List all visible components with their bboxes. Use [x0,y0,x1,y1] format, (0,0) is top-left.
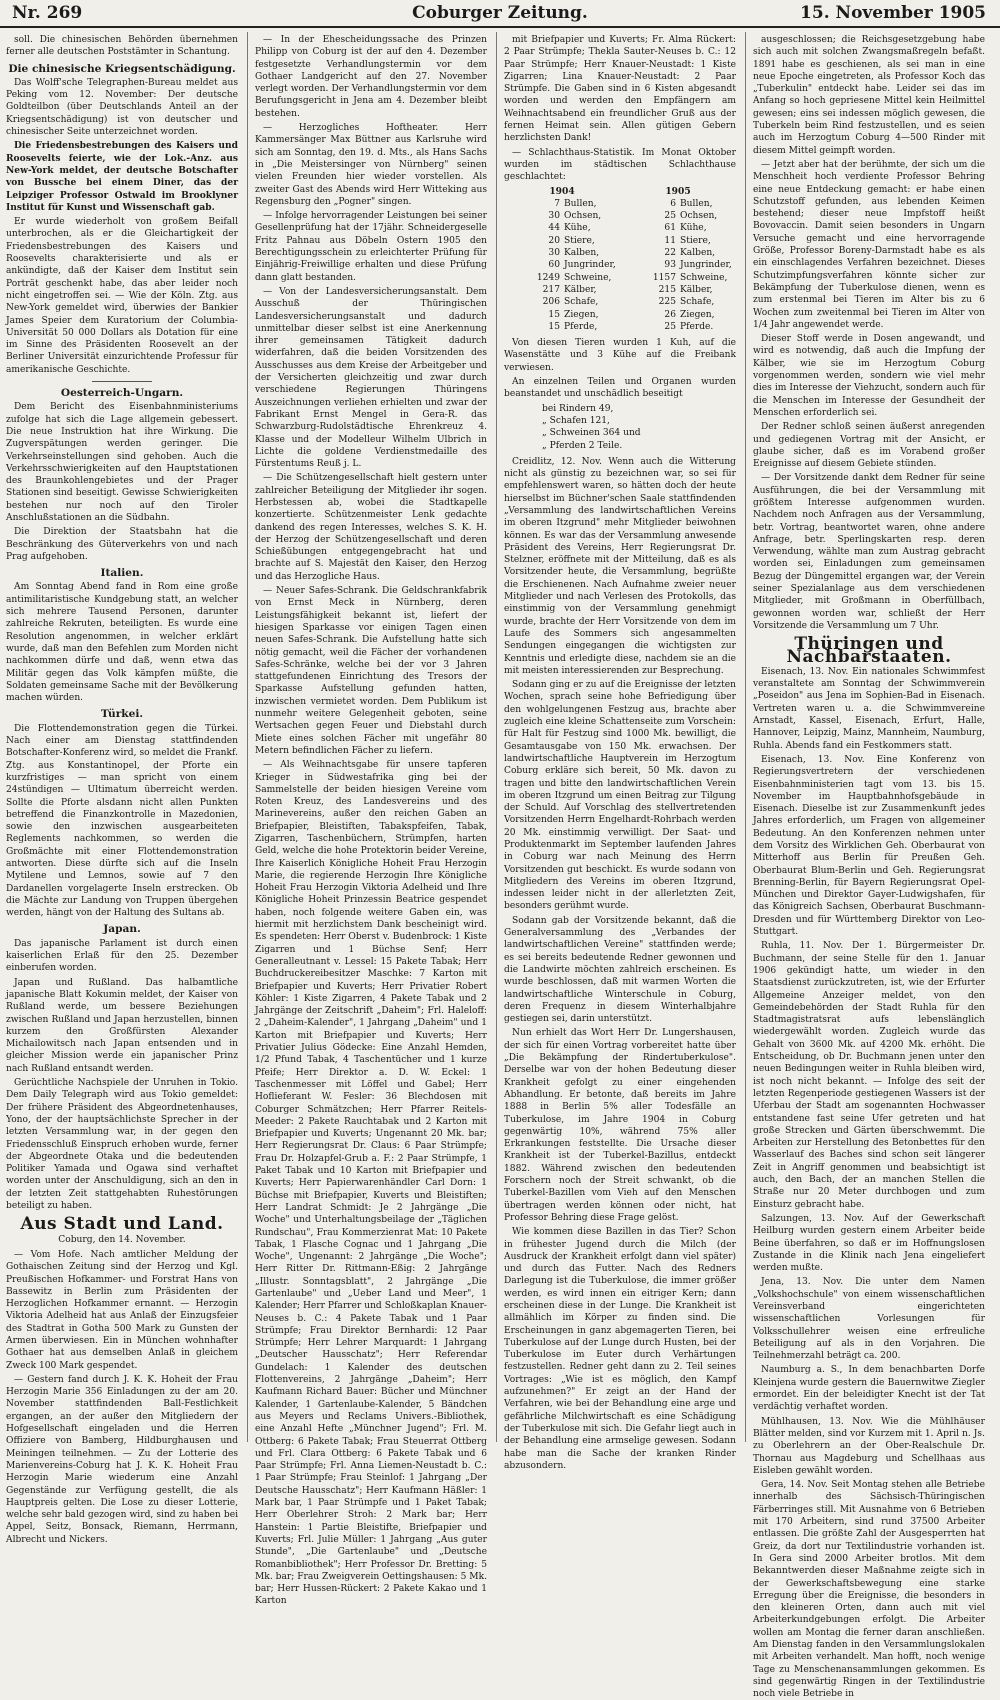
dateline: Coburg, den 14. November. [58,1234,186,1245]
animal-cell: Kälber, [680,284,713,295]
article-paragraph: — Herzogliches Hoftheater. Herr Kammersänger Max Büttner aus Karlsruhe wird sich am Sonntag, den 19. d. Mts., als Hans Sachs in „Die Meistersinger von Nürnberg" seinen vielen Freunden hier wieder vorstellen. Als zweiter Gast des Abends wird Herr Witteking aus Regensburg den „Pogner" singen. [255,123,487,207]
article-paragraph: Naumburg a. S., In dem benachbarten Dorfe Kleinjena wurde gestern die Bauernwitwe Ziegler ermordet. Ein der beleidigter Knecht ist der Tat verdächtig verhaftet worden. [753,1365,985,1413]
table-row [504,235,736,247]
article-paragraph: Sodann ging er zu auf die Ereignisse der letzten Wochen, sprach seine hohe Befriedigung über den wohlgelungenen Festzug aus, brachte aber zugleich eine kleine Schattenseite zum Vorschein: für Halt für Festzug sind 1000 Mk. bewilligt, die Gesamtausgabe von 150 Mk. erwachsen. Der landwirtschaftliche Hauptverein im Herzogtum Coburg erkläre sich bereit, 50 Mk. davon zu tragen und bitte den landwirtschaftlichen Verein im oberen Itzgrund um einen Beitrag zur Tilgung der Schuld. Auf Vorschlag des stellvertretenden Vorsitzenden Herrn Engelhardt-Rohrbach werden 20 Mk. einstimmig verwilligt. Der Saat- und Produktenmarkt im September laufenden Jahres in Coburg war nach Meinung des Herrn Vorsitzenden gut beschickt. Es wurde sodann von Mitgliedern des Vereins im oberen Itzgrund, indessen leider nicht in der allerletzten Zeit, besonders gerühmt wurde. [504,680,736,912]
animal-cell: Kühe, [680,223,707,234]
article-paragraph: Wie kommen diese Bazillen in das Tier? Schon in frühester Jugend durch die Milch (der Ausdruck der Krankheit erfolgt dann viel später) und durch das Futter. Nach des Redners Darlegung ist die Tuberkulose, die immer größer werden, es wird innen ein eitriger Kern; dann erscheinen diese in der Lunge. Die Krankheit ist allmählich im Körper zu finden sind. Die Erscheinungen in ganz abgemagerten Tieren, bei Tuberkulose auf der Lunge durch Husten, bei der Tuberkulose im Euter durch Verhärtungen festzustellen. Redner geht dann zu 2. Teil seines Vortrages: „Wie ist es möglich, den Kampf aufzunehmen?" Er zeigt an der Hand der Verfahren, wie bei der Behandlung eine arge und gefährliche Milchwirtschaft es eine Schädigung der Tuberkulose mit sich. Die Gefahr liegt auch in der Behandlung eine armselige gewesen. Sodann habe man die Sache der kranken Rinder abzusondern. [504,1227,736,1471]
animal-cell: Ziegen, [564,309,599,320]
article-paragraph: — Jetzt aber hat der berühmte, der sich um die Menschheit hoch verdiente Professor Behring eine neue Entdeckung gemacht: er habe einen Schutzstoff gefunden, aus lebenden Keimen bestehend; dieser neue Impfstoff heißt Bovovaccin. Damit seien besonders in Ungarn Versuche gemacht und eine hervorragende Größe, Professor Boreny-Darmstadt habe es als ein einschlagendes Verfahren bezeichnet. Dieses Schutzimpfungsverfahren könnte sicher zur Bekämpfung der Tuberkulose dienen, wenn es zum erstenmal bei Tieren im Alter bis zu 6 Wochen zum zweitenmal bei Tieren im Alter von 1/4 Jahr angewendet werde. [753,159,985,330]
article-paragraph: mit Briefpapier und Kuverts; Fr. Alma Rückert: 2 Paar Strümpfe; Thekla Sauter-Neuses b. C.: 12 Paar Strümpfe; Herr Knauer-Neustadt: 1 Kiste Zigarren; Lina Knauer-Neustadt: 2 Paar Strümpfe. Die Gaben sind in 6 Kisten abgesandt worden und werden den Empfängern am Weihnachtsabend ein freundlicher Gruß aus der fernen Heimat sein. Allen gütigen Gebern herzlichsten Dank! [504,35,736,144]
table-row [504,309,736,321]
animal-cell: Jungrinder, [680,260,732,271]
article-paragraph: — In der Ehescheidungssache des Prinzen Philipp von Coburg ist der auf den 4. Dezember festgesetzte Verhandlungstermin vor dem Gothaer Landgericht auf den 27. November verlegt worden. Der Verhandlungstermin vor dem Berufungsgericht in Jena am 4. Dezember bleibt bestehen. [255,35,487,119]
animal-cell: Pferde. [680,321,714,332]
count-cell: 15 [548,321,560,332]
count-cell: 206 [542,297,560,308]
section-heading: Japan. [103,923,141,936]
animal-cell: Kälber, [564,284,597,295]
section-heading: Türkei. [100,708,144,721]
animal-cell: Ochsen, [680,211,718,222]
count-cell: 11 [664,235,676,246]
count-cell: 217 [542,284,560,295]
table-row [504,210,736,222]
count-cell: 30 [548,248,560,259]
column-rule [745,32,746,1442]
table-row [504,222,736,234]
count-cell: 1249 [536,272,560,283]
article-paragraph: Das japanische Parlament ist durch einen kaiserlichen Erlaß für den 25. Dezember einberufen worden. [6,938,238,974]
section-heading: Oesterreich-Ungarn. [60,387,184,400]
column-3 [504,34,736,1471]
page-header [0,0,1000,28]
article-paragraph: — Die Schützengesellschaft hielt gestern unter zahlreicher Beteiligung der Mitglieder ihr sogen. Herbstessen ab, wobei die Stadtkapelle konzertierte. Schützenmeister Lenk gedachte dankend des regen Interesses, welches S. K. H. der Herzog der Schützengesellschaft und deren Schießübungen entgegengebracht hat und brachte auf S. Majestät den Kaiser, den Herzog und das Herzogliche Haus. [255,473,487,582]
article-paragraph: — Vom Hofe. Nach amtlicher Meldung der Gothaischen Zeitung sind der Herzog und Kgl. Preußischen Hofkammer- und Forstrat Hans von Bassewitz in Berlin zum Präsidenten der Herzoglichen Hofkammer ernannt. — Herzogin Viktoria Adelheid hat aus Anlaß der Einzugsfeier des Stadtrat in Gotha 500 Mark zu Gunsten der Armen überwiesen. Ein in München wohnhafter Gothaer hat aus demselben Anlaß in gleichem Zweck 100 Mark gespendet. [6,1249,238,1371]
column-rule [247,32,248,1442]
count-cell: 44 [548,223,560,234]
article-paragraph: Jena, 13. Nov. Die unter dem Namen „Volkshochschule" von einem wissenschaftlichen Vereinsverband eingerichteten wissenschaftlichen Vorlesungen für Volksschullehrer weisen eine erfreuliche Beteiligung auf als in den Vorjahren. Die Teilnehmerzahl beträgt ca. 200. [753,1277,985,1362]
article-paragraph: Nun erhielt das Wort Herr Dr. Lungershausen, der sich für einen Vortrag vorbereitet hatte über „Die Bekämpfung der Rindertuberkulose". Derselbe war von der hohen Bedeutung dieser Krankheit gefolgt zu einer eingehenden Abhandlung. Er betonte, daß bereits im Jahre 1888 in Berlin 5% aller Todesfälle an Tuberkulose, im Jahre 1904 in Coburg gegenwärtig 10%, während 75% aller Erkrankungen feststellte. Die Ursache dieser Krankheit ist der Tuberkel-Bazillus, entdeckt 1882. Während zwischen den bedeutenden Forschern noch der Streit schwankt, ob die Tuberkel-Bazillen vom Vieh auf den Menschen übertragen werden können oder nicht, hat Professor Behring diese Frage gelöst. [504,1028,736,1223]
section-heading: Italien. [100,567,144,580]
article-paragraph: Japan und Rußland. Das halbamtliche japanische Blatt Kokumin meldet, der Kaiser von Rußland werde, um bessere Beziehungen zwischen Rußland und Japan herzustellen, binnen kurzem den Großfürsten Alexander Michailowitsch nach Japan entsenden und in gleicher Mission werde ein japanischer Prinz nach Rußland entsandt werden. [6,977,238,1074]
column-1 [6,34,238,1545]
item-list [542,403,736,452]
animal-cell: Schweine, [680,272,728,283]
article-paragraph: Von diesen Tieren wurden 1 Kuh, auf die Wasenstätte und 3 Kühe auf die Freibank verwiesen. [504,338,736,373]
article-paragraph: — Als Weihnachtsgabe für unsere tapferen Krieger in Südwestafrika ging bei der Sammelstelle der beiden hiesigen Vereine vom Roten Kreuz, des Landesvereins und des Marinevereins, außer den reichen Gaben an Briefpapier, Bleistiften, Tabakspfeifen, Tabak, Zigarren, Taschenbüchern, Strümpfen, harten Geld, welche die hohe Protektorin beider Vereine, Ihre Kaiserlich Königliche Hoheit Frau Herzogin Marie, die regierende Herzogin Ihre Königliche Hoheit Frau Herzogin Viktoria Adelheid und Ihre Königliche Hoheit Prinzessin Beatrice gespendet haben, noch folgende weitere Gaben ein, was hiermit mit herzlichstem Dank bescheinigt wird. Es spendeten: Herr Oberst v. Budenbrock: 1 Kiste Zigarren und 1 Büchse Senf; Herr Generalleutnant v. Lessel: 15 Pakete Tabak; Herr Buchdruckereibesitzer Maschke: 7 Karton mit Briefpapier und Kuverts; Herr Privatier Robert Köhler: 1 Kiste Zigarren, 4 Pakete Tabak und 2 Jahrgänge der Zeitschrift „Daheim"; Frl. Haleloff: 2 „Daheim-Kalender", 1 Jahrgang „Daheim" und 1 Karton mit Briefpapier und Kuverts; Herr Privatier Julius Gödecke: Eine Anzahl Hemden, 1/2 Pfund Tabak, 4 Taschentücher und 1 kurze Pfeife; Herr Direktor a. D. W. Eckel: 1 Taschenmesser mit Löffel und Gabel; Herr Hoflieferant W. Fesler: 36 Blechdosen mit Coburger Schmätzchen; Herr Pfarrer Reitels-Meeder: 2 Pakete Rauchtabak und 2 Karton mit Briefpapier und Kuverts; Ungenannt 20 Mk. bar; Herr Regierungsrat Dr. Claus: 6 Paar Strümpfe; Frau Dr. Holzapfel-Grub a. F.: 2 Paar Strümpfe, 1 Paket Tabak und 10 Karton mit Briefpapier und Kuverts; Herr Papierwarenhändler Carl Dorn: 1 Büchse mit Briefpapier, Kuverts und Bleistiften; Herr Landrat Schmidt: Je 2 Jahrgänge „Die Woche" und Unterhaltungsbeilage der „Täglichen Rundschau", Frau Kommerzienrat Mat: 10 Pakete Tabak, 1 Flasche Cognac und 1 Jahrgang „Die Woche", Ungenannt: 2 Jahrgänge „Die Woche"; Herr Ritter Dr. Rittmann-Eßig: 2 Jahrgänge „Illustr. Sonntagsblatt", 2 Jahrgänge „Die Gartenlaube" und „Ueber Land und Meer", 1 Kalender; Herr Pfarrer und Schloßkaplan Knauer-Neuses b. C.: 4 Pakete Tabak und 1 Paar Strümpfe; Frau Direktor Bernhardi: 12 Paar Strümpfe; Herr Lehrer Marquardt: 1 Jahrgang „Deutscher Hausschatz"; Herr Referendar Gundelach: 1 Kalender des deutschen Flottenvereins, 2 Jahrgänge „Daheim"; Herr Kaufmann Richard Bauer: Bücher und Münchner Kalender, 1 Gartenlaube-Kalender, 5 Bändchen aus Meyers und Reclams Univers.-Bibliothek, eine Anzahl Hefte „Münchner Jugend"; Frl. M. Ottberg: 6 Pakete Tabak; Frau Steuerrat Ottberg und Frl. Clara Ottberg: 6 Pakete Tabak und 6 Paar Strümpfe; Frl. Anna Liemen-Neustadt b. C.: 1 Paar Strümpfe; Frau Steinlof: 1 Jahrgang „Der Deutsche Hausschatz"; Herr Kaufmann Häßler: 1 Mark bar, 1 Paar Strümpfe und 1 Paket Tabak; Herr Oberlehrer Stroh: 2 Mark bar; Herr Hanstein: 1 Partie Bleistifte, Briefpapier und Kuverts; Frl. Julie Müller: 1 Jahrgang „Aus guter Stunde", „Die Gartenlaube" und „Deutsche Romanbibliothek"; Herr Professor Dr. Bretting: 5 Mk. bar; Frau Zweigverein Oettingshausen: 5 Mk. bar; Herr Hussen-Rückert: 2 Pakete Kakao und 1 Karton [255,760,487,1607]
count-cell: 30 [548,211,560,222]
count-cell: 20 [548,235,560,246]
animal-cell: Kalben, [680,248,716,259]
article-paragraph: soll. Die chinesischen Behörden übernehmen ferner alle deutschen Poststämter in Schantung. [6,35,238,58]
article-paragraph: Er wurde wiederholt von großem Beifall unterbrochen, als er die Gleichartigkeit der Friedensbestrebungen des Kaisers und Roosevelts charakterisierte und als er ankündigte, daß der Kaiser dem Institut sein Porträt geschenkt habe, das aber leider noch nicht eingetroffen sei. — Wie der Köln. Ztg. aus New-York gemeldet wird, überwies der Bankier James Speier dem Kuratorium der Columbia-Universität 50 000 Dollars als Dotation für eine im Sinne des Präsidenten Roosevelt an der Berliner Universität einzurichtende Professur für amerikanische Geschichte. [6,217,238,375]
article-paragraph: Ruhla, 11. Nov. Der 1. Bürgermeister Dr. Buchmann, der seine Stelle für den 1. Januar 1906 gekündigt hatte, um wieder in den Staatsdienst zurückzutreten, ist, wie der Erfurter Allgemeine Anzeiger meldet, von den Gemeindebehörden der Stadt Ruhla für den Stadtmagistratsrat aufs lebenslänglich wiedergewählt worden. Zugleich wurde das Gehalt von 3600 Mk. auf 4200 Mk. erhöht. Die Entscheidung, ob Dr. Buchmann jenen unter den neuen Bedingungen weiter in Ruhla bleiben wird, ist noch nicht bekannt. — Infolge des seit der letzten Regenperiode gestiegenen Wassers ist der Uferbau der Stadt am sogenannten Hochwasser entstandene fast seine Ufer getreten und hat große Strecken und Gärten überschwemmt. Die Arbeiten zur Herstellung des Betonbettes für den Wasserlauf des Baches sind schon seit längerer Zeit in Angriff genommen und beabsichtigt ist auch, den Bach, der an manchen Stellen die Straße nur 20 Meter durchbogen und zum Einsturz gebracht habe. [753,941,985,1210]
animal-cell: Jungrinder, [564,260,616,271]
list-item: „ Schweinen 364 und [542,428,641,439]
table-header: 1905 [665,185,691,197]
count-cell: 7 [554,198,560,209]
animal-cell: Schafe, [680,297,715,308]
count-cell: 25 [664,321,676,332]
divider [92,381,152,382]
section-title: Aus Stadt und Land. [20,1214,224,1235]
count-cell: 225 [658,297,676,308]
article-paragraph: An einzelnen Teilen und Organen wurden beanstandet und unschädlich beseitigt [504,377,736,400]
newspaper-title: Coburger Zeitung. [412,3,588,23]
article-paragraph: Das Wolff'sche Telegraphen-Bureau meldet aus Peking vom 12. November: Der deutsche Goldteilbon (über Deutschlands Anteil an der Kriegsentschädigung) ist von deutscher und chinesischer Seite unterzeichnet worden. [6,77,238,138]
article-paragraph: Die Direktion der Staatsbahn hat die Beschränkung des Güterverkehrs von und nach Prag aufgehoben. [6,527,238,562]
article-paragraph: Salzungen, 13. Nov. Auf der Gewerkschaft Heilburg wurden gestern einem Arbeiter beide Beine überfahren, so daß er im Hoffnungslosen Zustande in die Klinik nach Jena eingeliefert werden mußte. [753,1213,985,1274]
article-paragraph: — Von der Landesversicherungsanstalt. Dem Ausschuß der Thüringischen Landesversicherungsanstalt und dadurch unmittelbar dieser selbst ist eine Anerkennung ihrer gemeinsamen Tätigkeit dadurch widerfahren, daß die beiden Vorsitzenden des Ausschusses aus dem Kreise der Arbeitgeber und der Versicherten gleichzeitig und zwar durch verschiedene Regierungen Thüringens Auszeichnungen verliehen erhielten und zwar der Fabrikant Ernst Mengel in Gera-R. das Schwarzburg-Rudolstädtische Ehrenkreuz 4. Klasse und der Modelleur Wilhelm Ulbrich in Lichte die goldene Verdienstmedaille des Fürstentums Reuß j. L. [255,286,487,470]
article-paragraph: Dem Bericht des Eisenbahnministeriums zufolge hat sich die Lage allgemein gebessert. Die neue Instruktion hat ihre Wirkung. Die Zugverspätungen werden geringer. Die Verkehrseinstellungen sind gehoben. Auch die Verkehrsschwierigkeiten auf den Hauptstationen des Braunkohlengebietes und der Prager Stationen sind beseitigt. Gewisse Schwierigkeiten bestehen nur noch auf den Tiroler Anschlußstationen an die Südbahn. [6,402,238,523]
count-cell: 26 [664,309,676,320]
issue-date: 15. November 1905 [800,3,986,23]
animal-cell: Ziegen, [680,309,715,320]
article-paragraph: Creidlitz, 12. Nov. Wenn auch die Witterung nicht als günstig zu bezeichnen war, so sei für empfehlenswert waren, so hätten doch der heute hierselbst im Büchner'schen Saale stattfindenden „Versammlung des landwirtschaftlichen Vereins im oberen Itzgrund" mehr Mitglieder beiwohnen können. Es war das der Versammlung anwesende Präsident des Vereins, Herr Regierungsrat Dr. Stelzner, eröffnete mit der Mitteilung, daß es als Vorsitzender heute, die Versammlung, begrüßte die Erschienenen. Nach Aufnahme zweier neuer Mitglieder und nach Verlesen des Protokolls, das einstimmig von der Versammlung genehmigt wurde, brachte der Herr Vorsitzende von dem im Laufe des Sommers sich angesammelten Sendungen eingegangen die wichtigsten zur Kenntnis und erledigte diese, nachdem sie an die mit meisten interessierenden zur Besprechung. [504,456,736,676]
animal-cell: Kalben, [564,248,600,259]
count-cell: 15 [548,309,560,320]
section-title: Thüringen und Nachbarstaaten. [786,634,952,667]
column-4 [753,34,985,1700]
column-2 [255,34,487,1607]
article-paragraph: Die Friedensbestrebungen des Kaisers und Roosevelts feierte, wie der Lok.-Anz. aus New-York meldet, der deutsche Botschafter von Bussche bei einem Diner, das der Leipziger Professor Ostwald im Brooklyner Institut für Kunst und Wissenschaft gab. [6,140,238,213]
article-paragraph: — Der Vorsitzende dankt dem Redner für seine Ausführungen, die bei der Versammlung mit größtem Interesse aufgenommen wurden. Nachdem noch Anfragen aus der Versammlung, betr. Vortrag, beantwortet waren, ohne andere Anfrage, betr. Sperlingskarten resp. deren Verwendung, wählte man zum Austrag gebracht worden sei, Einladungen zum gemeinsamen Bezug der Düngemittel ergangen war, der Verein seiner Spezialanlage aus dem verschiedenen Mitglieder, mit Großmann in Oberfüllbach, gewonnen worden war, schließt der Herr Vorsitzende die Versammlung um 7 Uhr. [753,473,985,631]
article-paragraph: Mühlhausen, 13. Nov. Wie die Mühlhäuser Blätter melden, sind vor Kurzem mit 1. April n. Js. zu Oberlehrern an der Ober-Realschule Dr. Thornau aus Magdeburg und Schellhaas aus Eisleben gewählt worden. [753,1416,985,1476]
count-cell: 25 [664,211,676,222]
list-item: bei Rindern 49, [542,403,614,414]
article-paragraph: Gerüchtliche Nachspiele der Unruhen in Tokio. Dem Daily Telegraph wird aus Tokio gemeldet: Der frühere Präsident des Abgeordnetenhauses, Yono, der der hauptsächlichste Sprecher in der letzten Versammlung war, in der gegen den Friedensschluß Einspruch erhoben wurde, ferner der Abgeordnete Otaka und die bedeutenden Politiker Yamada und Ogawa sind verhaftet worden unter der Anschuldigung, sich an den in der letzten Zeit stattgehabten Ruhestörungen beteiligt zu haben. [6,1078,238,1212]
article-paragraph: ausgeschlossen; die Reichsgesetzgebung habe sich auch mit solchen Zwangsmaßregeln befaßt. 1891 habe es geschienen, als sei man in eine neue Epoche eingetreten, als Professor Koch das „Tuberkulin" entdeckt habe. Leider sei das im Anfang so hoch gepriesene Mittel kein Heilmittel gewesen; eins sei indessen möglich gewesen, die Tuberkeln beim Rind festzustellen, und es seien auch im Herzogtum Coburg 4—500 Rinder mit diesem Mittel geimpft worden. [753,35,985,156]
animal-cell: Bullen, [680,198,713,209]
count-cell: 6 [670,198,676,209]
count-cell: 1157 [652,272,676,283]
article-paragraph: — Infolge hervorragender Leistungen bei seiner Gesellenprüfung hat der 17jähr. Schneidergeselle Fritz Pahnau aus Döbeln Ostern 1905 den Berechtigungsschein zu erleichterter Prüfung für Einjährig-Freiwillige erhalten und diese Prüfung dann glatt bestanden. [255,211,487,283]
animal-cell: Stiere, [680,235,711,246]
animal-cell: Schweine, [564,272,612,283]
table-row [504,284,736,296]
table-row [504,259,736,271]
list-item: „ Schafen 121, [542,415,610,426]
issue-number: Nr. 269 [12,3,83,23]
section-heading: Die chinesische Kriegsentschädigung. [8,62,236,75]
animal-cell: Schafe, [564,297,599,308]
article-paragraph: Der Redner schloß seinen äußerst anregenden und gediegenen Vortrag mit der Ansicht, er glaube sicher, daß es im Vorabend großer Ereignisse auf diesem Gebiete stünden. [753,422,985,470]
table-row [504,321,736,333]
article-paragraph: Dieser Stoff werde in Dosen angewandt, und wird es notwendig, daß auch die Impfung der Kälber, wie sie im Herzogtum Coburg vorgenommen werden, sondern wie viel mehr dies im Interesse der Viehzucht, sondern auch für die Menschen im Interesse der Gesundheit der Menschen erforderlich sei. [753,334,985,418]
article-paragraph: Eisenach, 13. Nov. Eine Konferenz von Regierungsvertretern der verschiedenen Eisenbahnministerien tagt vom 13. bis 15. November im Hauptbahnhofsgebäude in Eisenach. Dieselbe ist zur Zusammenkunft jedes Jahres erforderlich, um Fragen von allgemeiner Bedeutung. An den Konferenzen nehmen unter dem Vorsitz des Wirklichen Geh. Oberbaurat von Mitterhoff aus Berlin für Preußen Geh. Oberbaurat Blum-Berlin und Geh. Regierungsrat Brenning-Berlin, für Bayern Regierungsrat Opel-München und Direktor Gayer-Ludwigshafen, für das Königreich Sachsen, Oberbaurat Buschmann-Dresden und für Württemberg Direktor von Leo-Stuttgart. [753,754,985,938]
table-row [504,296,736,308]
count-cell: 22 [664,248,676,259]
article-paragraph: — Schlachthaus-Statistik. Im Monat Oktober wurden im städtischen Schlachthause geschlachtet: [504,147,736,183]
article-paragraph: Die Flottendemonstration gegen die Türkei. Nach einer am Dienstag stattfindenden Botschafter-Konferenz wird, so meldet die Frankf. Ztg. aus Konstantinopel, der Pforte ein kurzfristiges — man spricht von einem 24stündigen — Ultimatum überreicht werden. Sollte die Pforte alsdann nicht allen Punkten betreffend die Finanzkontrolle in Mazedonien, sowie den inzwischen ausgearbeiteten Reglements nachkommen, so werden die Großmächte mit einer Flottendemonstration antworten. Diese dürfte sich auf die Inseln Mytilene und Lemnos, sowie auf 7 den Dardanellen vorgelagerte Inseln erstrecken. Ob die Mächte zur Landung von Truppen übergehen werden, hängt von der Haltung des Sultans ab. [6,723,238,919]
article-paragraph: Sodann gab der Vorsitzende bekannt, daß die Generalversammlung des „Verbandes der landwirtschaftlichen Vereine" stattfinden werde; es sei bereits bedeutende Redner gewonnen und die Landwirte möchten zahlreich erscheinen. Es wurde beschlossen, daß mit warmen Worten die landwirtschaftliche Winterschule in Coburg, deren Frequenz in diesem Winterhalbjahre gestiegen sei, darin unterstützt. [504,915,736,1025]
count-cell: 61 [664,223,676,234]
article-paragraph: Eisenach, 13. Nov. Ein nationales Schwimmfest veranstaltete am Sonntag der Schwimmverein „Poseidon" aus Jena im Sophien-Bad in Eisenach. Vertreten waren u. a. die Schwimmvereine Arnstadt, Kassel, Eisenach, Erfurt, Halle, Hannover, Leipzig, Mainz, Mannheim, Naumburg, Ruhla. Abends fand ein Festkommers statt. [753,666,985,751]
table-row [504,247,736,259]
animal-cell: Kühe, [564,223,591,234]
table-header: 1904 [549,185,575,197]
article-paragraph: — Neuer Safes-Schrank. Die Geldschrankfabrik von Ernst Meck in Nürnberg, deren Leistungsfähigkeit bekannt ist, liefert der hiesigen Sparkasse vor einigen Tagen einen neuen Safes-Schrank. Die Aufstellung hatte sich nötig gemacht, weil die Fächer der vorhandenen Safes-Schränke, welche bei der vor 3 Jahren stattgefundenen Einrichtung des Tresors der Sparkasse Aufstellung gefunden hatten, inzwischen vermietet worden. Dem Publikum ist nunmehr weitere Gelegenheit geboten, seine Wertsachen gegen Feuer und Diebstahl durch Miete eines solchen Fächer mit ungefähr 80 Metern befindlichen Fächer zu liefern. [255,586,487,756]
article-paragraph: Gera, 14. Nov. Seit Montag stehen alle Betriebe innerhalb des Sächsisch-Thüringischen Färberringes still. Mit Ausnahme von 6 Betrieben mit 170 Arbeitern, sind rund 37500 Arbeiter entlassen. Die größte Zahl der Ausgesperrten hat Greiz, da dort nur Textilindustrie vorhanden ist. In Gera sind 2000 Arbeiter brotlos. Mit dem Bekanntwerden dieser Maßnahme zeigte sich in der Gewerkschaftsbewegung eine starke Erregung über die Ereignisse, die besonders in den kleineren Orten, dann auch mit viel Arbeiterkundgebungen erfolgt. Die Arbeiter wollen am Montag die ferner daran anschließen. Am Dienstag fanden in den Versammlungslokalen mit Arbeiten verhandelt. Man hofft, noch wenige Tage zu Menschenansammlungen gekommen. Es sind gegenwärtig Ringen in der Textilindustrie noch viele Betriebe in [753,1480,985,1700]
list-item: „ Pferden 2 Teile. [542,440,623,451]
table-row [504,198,736,210]
animal-cell: Ochsen, [564,211,602,222]
count-cell: 215 [658,284,676,295]
count-cell: 60 [548,260,560,271]
article-paragraph: — Gestern fand durch J. K. K. Hoheit der Frau Herzogin Marie 356 Einladungen zu der am 20. November stattfindenden Ball-Festlichkeit ergangen, an der außer den Mitgliedern der Hofgesellschaft eingeladen und die Herren Offiziere von Bamberg, Hildburghausen und Meiningen teilnehmen. — Zu der Lotterie des Marienvereins-Coburg hat J. K. K. Hoheit Frau Herzogin Marie wiederum eine Anzahl Gegenstände zur Verfügung gestellt, die als Hauptpreis gelten. Die Lose zu dieser Lotterie, welche sehr bald gezogen wird, sind zu haben bei Appel, Seitz, Bonsack, Riemann, Herrmann, Albrecht und Nickers. [6,1374,238,1545]
animal-cell: Bullen, [564,198,597,209]
count-cell: 93 [664,260,676,271]
table-row [504,272,736,284]
article-paragraph: Am Sonntag Abend fand in Rom eine große antimilitaristische Kundgebung statt, an welcher sich mehrere Tausend Personen, darunter zahlreiche Rekruten, beteiligten. Es wurde eine Resolution angenommen, in welcher erklärt wurde, daß man den Befehlen zum Morden nicht nachkommen dürfe und daß, wenn etwa das Militär gegen das Volk kämpfen müßte, die Soldaten gemeinsame Sache mit der Bevölkerung machen würden. [6,582,238,704]
column-rule [496,32,497,1442]
animal-cell: Pferde, [564,321,598,332]
animal-cell: Stiere, [564,235,595,246]
slaughter-statistics-table [504,186,736,334]
